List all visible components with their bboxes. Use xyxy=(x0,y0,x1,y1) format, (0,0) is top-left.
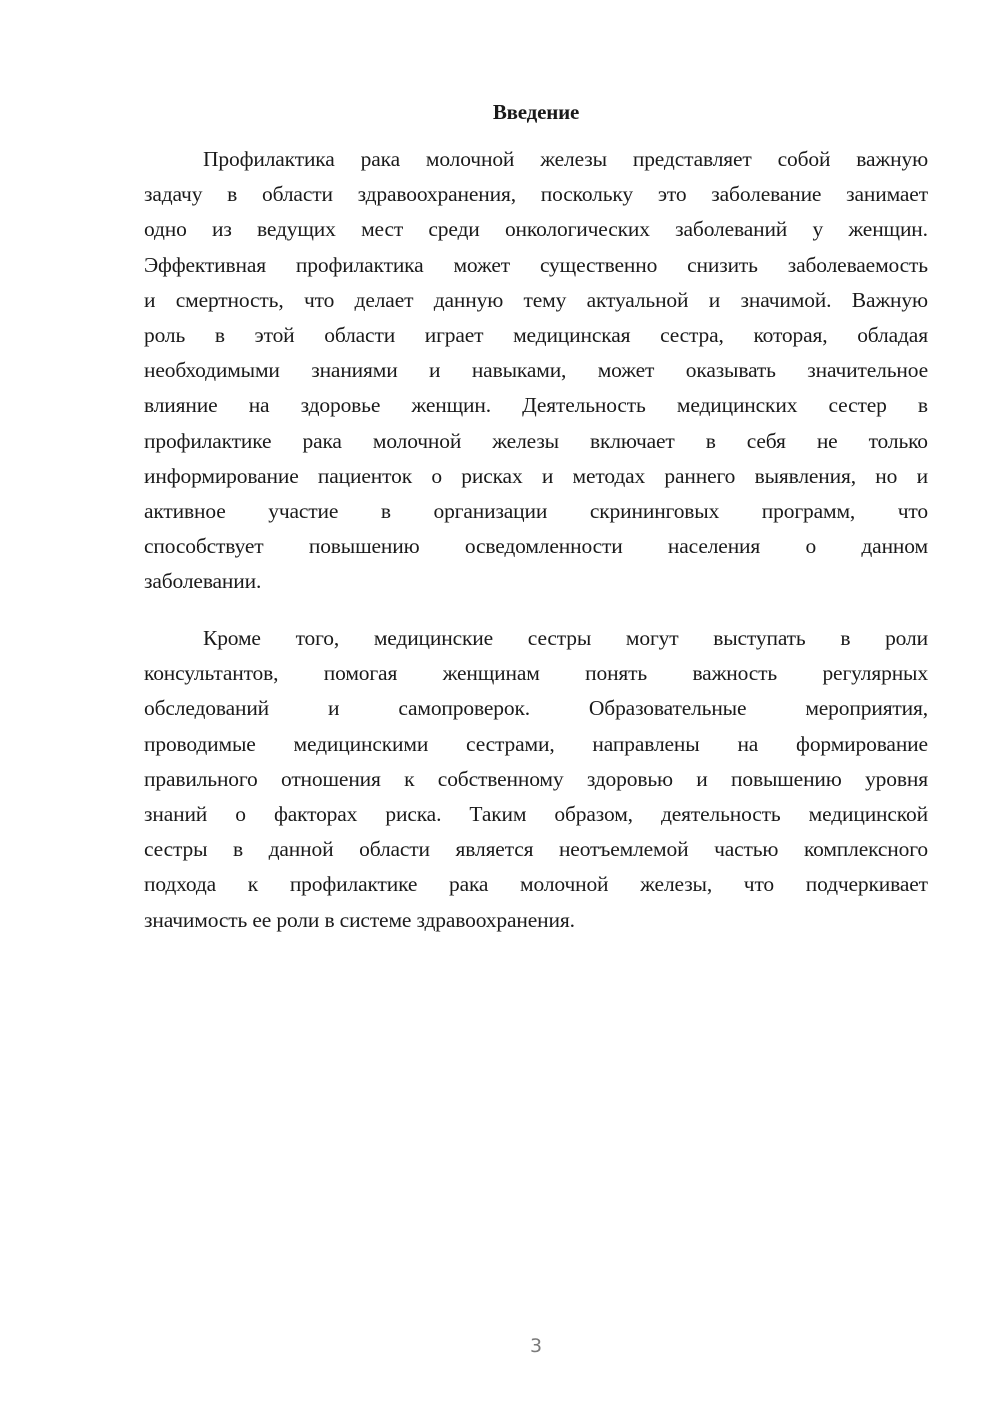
word: молочной xyxy=(425,147,515,171)
word: сестра, xyxy=(660,322,724,347)
word: только xyxy=(868,428,928,453)
word: роли xyxy=(885,626,928,650)
word: может xyxy=(453,252,511,277)
word: что xyxy=(743,872,775,897)
word: рака xyxy=(448,872,489,897)
word: смертность, xyxy=(175,287,284,312)
word: влияние xyxy=(144,393,218,418)
word: и xyxy=(708,287,721,312)
word: сестры xyxy=(144,837,208,862)
word: является xyxy=(455,837,534,862)
word: раннего xyxy=(664,463,736,488)
word: медицинской xyxy=(808,801,928,826)
word: поскольку xyxy=(540,182,633,207)
word: навыками, xyxy=(471,358,567,383)
word: и xyxy=(916,463,928,488)
word: Образовательные xyxy=(588,696,747,721)
word: обследований xyxy=(144,696,270,721)
word: данную xyxy=(433,287,504,312)
word: факторах xyxy=(273,801,358,826)
word: риска. xyxy=(385,801,442,826)
word: регулярных xyxy=(822,661,928,686)
word: населения xyxy=(667,534,761,559)
text-line xyxy=(144,797,928,832)
word: подчеркивает xyxy=(805,872,928,897)
word: это xyxy=(657,182,687,207)
word: о xyxy=(235,801,246,826)
word: снизить xyxy=(687,252,758,277)
word: проводимые xyxy=(144,731,256,756)
word: подхода xyxy=(144,872,217,897)
word: собственному xyxy=(437,766,564,791)
word: выявления, xyxy=(754,463,856,488)
word: значительное xyxy=(807,358,928,383)
text-line: заболевании. xyxy=(144,569,262,594)
word: повышению xyxy=(308,534,420,559)
word: сестры xyxy=(527,626,592,650)
word: заболеваемость xyxy=(787,252,928,277)
word: здоровью xyxy=(586,766,673,791)
text-line xyxy=(144,283,928,318)
word: существенно xyxy=(539,252,658,277)
word: не xyxy=(816,428,838,453)
word: программ, xyxy=(761,498,856,523)
word: что xyxy=(303,287,335,312)
text-line xyxy=(144,529,928,564)
word: знаниями xyxy=(311,358,398,383)
word: организации xyxy=(433,498,548,523)
word: способствует xyxy=(144,534,264,559)
word: медицинских xyxy=(676,393,798,418)
text-line xyxy=(144,621,928,656)
word: Профилактика xyxy=(203,147,335,171)
page-number: 3 xyxy=(529,1335,543,1357)
word: медицинские xyxy=(373,626,494,650)
word: делает xyxy=(354,287,414,312)
word: и xyxy=(541,463,554,488)
word: рисках xyxy=(461,463,523,488)
word: Таким xyxy=(469,801,527,826)
word: необходимыми xyxy=(144,358,280,383)
word: и xyxy=(328,696,340,721)
word: в xyxy=(917,393,928,418)
word: ведущих xyxy=(257,217,336,242)
text-line xyxy=(144,727,928,762)
text-line xyxy=(144,832,928,867)
word: играет xyxy=(424,322,484,347)
word: онкологических xyxy=(504,217,650,242)
word: выступать xyxy=(713,626,806,650)
word: уровня xyxy=(865,766,928,791)
word: что xyxy=(897,498,928,523)
word: представляет xyxy=(632,147,752,171)
word: женщин. xyxy=(848,217,928,242)
word: частью xyxy=(714,837,779,862)
word: области xyxy=(359,837,430,862)
word: Кроме xyxy=(203,626,261,650)
text-line xyxy=(144,656,928,691)
word: медицинская xyxy=(513,322,631,347)
word: правильного xyxy=(144,766,258,791)
word: и xyxy=(429,358,441,383)
word: обладая xyxy=(857,322,928,347)
word: медицинскими xyxy=(293,731,429,756)
word: участие xyxy=(268,498,339,523)
word: профилактике xyxy=(289,872,418,897)
word: одно xyxy=(144,217,187,242)
word: профилактика xyxy=(295,252,424,277)
text-line xyxy=(144,248,928,283)
word: но xyxy=(875,463,898,488)
word: формирование xyxy=(796,731,928,756)
word: тему xyxy=(523,287,567,312)
word: и xyxy=(144,287,156,312)
word: мест xyxy=(361,217,404,242)
text-line xyxy=(144,353,928,388)
word: здравоохранения, xyxy=(357,182,516,207)
word: задачу xyxy=(144,182,203,207)
word: мероприятия, xyxy=(805,696,928,721)
word: у xyxy=(812,217,824,242)
word: железы xyxy=(540,147,607,171)
word: в xyxy=(705,428,716,453)
word: Важную xyxy=(851,287,928,312)
word: неотъемлемой xyxy=(558,837,689,862)
word: к xyxy=(404,766,415,791)
word: молочной xyxy=(372,428,462,453)
word: молочной xyxy=(520,872,609,897)
text-line xyxy=(144,459,928,494)
word: важность xyxy=(692,661,778,686)
word: этой xyxy=(254,322,295,347)
text-line xyxy=(144,494,928,529)
word: о xyxy=(431,463,442,488)
word: активное xyxy=(144,498,226,523)
word: в xyxy=(233,837,244,862)
word: заболевание xyxy=(711,182,822,207)
word: женщинам xyxy=(442,661,540,686)
paragraph-2 xyxy=(144,621,928,938)
word: области xyxy=(324,322,396,347)
text-line xyxy=(144,424,928,459)
word: повышению xyxy=(731,766,842,791)
text-line xyxy=(144,388,928,423)
word: в xyxy=(227,182,238,207)
text-line xyxy=(144,142,928,177)
text-line xyxy=(144,177,928,212)
word: Эффективная xyxy=(144,252,266,277)
word: оказывать xyxy=(685,358,776,383)
word: направлены xyxy=(592,731,700,756)
word: и xyxy=(696,766,708,791)
word: может xyxy=(597,358,655,383)
word: области xyxy=(262,182,333,207)
word: Деятельность xyxy=(522,393,646,418)
word: данном xyxy=(861,534,928,559)
word: пациенток xyxy=(317,463,412,488)
word: здоровье xyxy=(300,393,381,418)
word: информирование xyxy=(144,463,299,488)
word: образом, xyxy=(554,801,633,826)
word: железы, xyxy=(640,872,713,897)
word: того, xyxy=(295,626,340,650)
word: сестрами, xyxy=(466,731,555,756)
text-line xyxy=(144,212,928,247)
word: значимой. xyxy=(740,287,832,312)
word: собой xyxy=(777,147,831,171)
word: женщин. xyxy=(411,393,491,418)
word: из xyxy=(212,217,232,242)
word: в xyxy=(380,498,391,523)
word: себя xyxy=(746,428,786,453)
word: данной xyxy=(268,837,334,862)
word: самопроверок. xyxy=(398,696,530,721)
word: деятельность xyxy=(660,801,781,826)
word: актуальной xyxy=(586,287,689,312)
word: скрининговых xyxy=(589,498,720,523)
text-line xyxy=(144,867,928,902)
word: о xyxy=(805,534,817,559)
word: сестер xyxy=(828,393,887,418)
word: к xyxy=(247,872,259,897)
word: знаний xyxy=(144,801,208,826)
word: роль xyxy=(144,322,186,347)
paragraph-1 xyxy=(144,142,928,599)
word: которая, xyxy=(753,322,828,347)
section-title: Введение xyxy=(492,100,580,124)
text-line xyxy=(144,762,928,797)
word: комплексного xyxy=(803,837,928,862)
word: методах xyxy=(572,463,646,488)
word: в xyxy=(214,322,225,347)
word: занимает xyxy=(846,182,928,207)
word: могут xyxy=(625,626,679,650)
word: осведомленности xyxy=(464,534,623,559)
word: консультантов, xyxy=(144,661,279,686)
text-line xyxy=(144,318,928,353)
word: отношения xyxy=(281,766,381,791)
word: понять xyxy=(585,661,648,686)
text-line: значимость ее роли в системе здравоохранения. xyxy=(144,907,575,932)
word: рака xyxy=(360,147,400,171)
word: включает xyxy=(589,428,675,453)
word: на xyxy=(737,731,759,756)
word: в xyxy=(840,626,851,650)
word: помогая xyxy=(323,661,398,686)
word: среди xyxy=(428,217,480,242)
word: рака xyxy=(302,428,342,453)
word: заболеваний xyxy=(675,217,788,242)
word: железы xyxy=(492,428,559,453)
word: профилактике xyxy=(144,428,272,453)
word: на xyxy=(248,393,270,418)
word: важную xyxy=(856,147,928,171)
text-line xyxy=(144,691,928,726)
